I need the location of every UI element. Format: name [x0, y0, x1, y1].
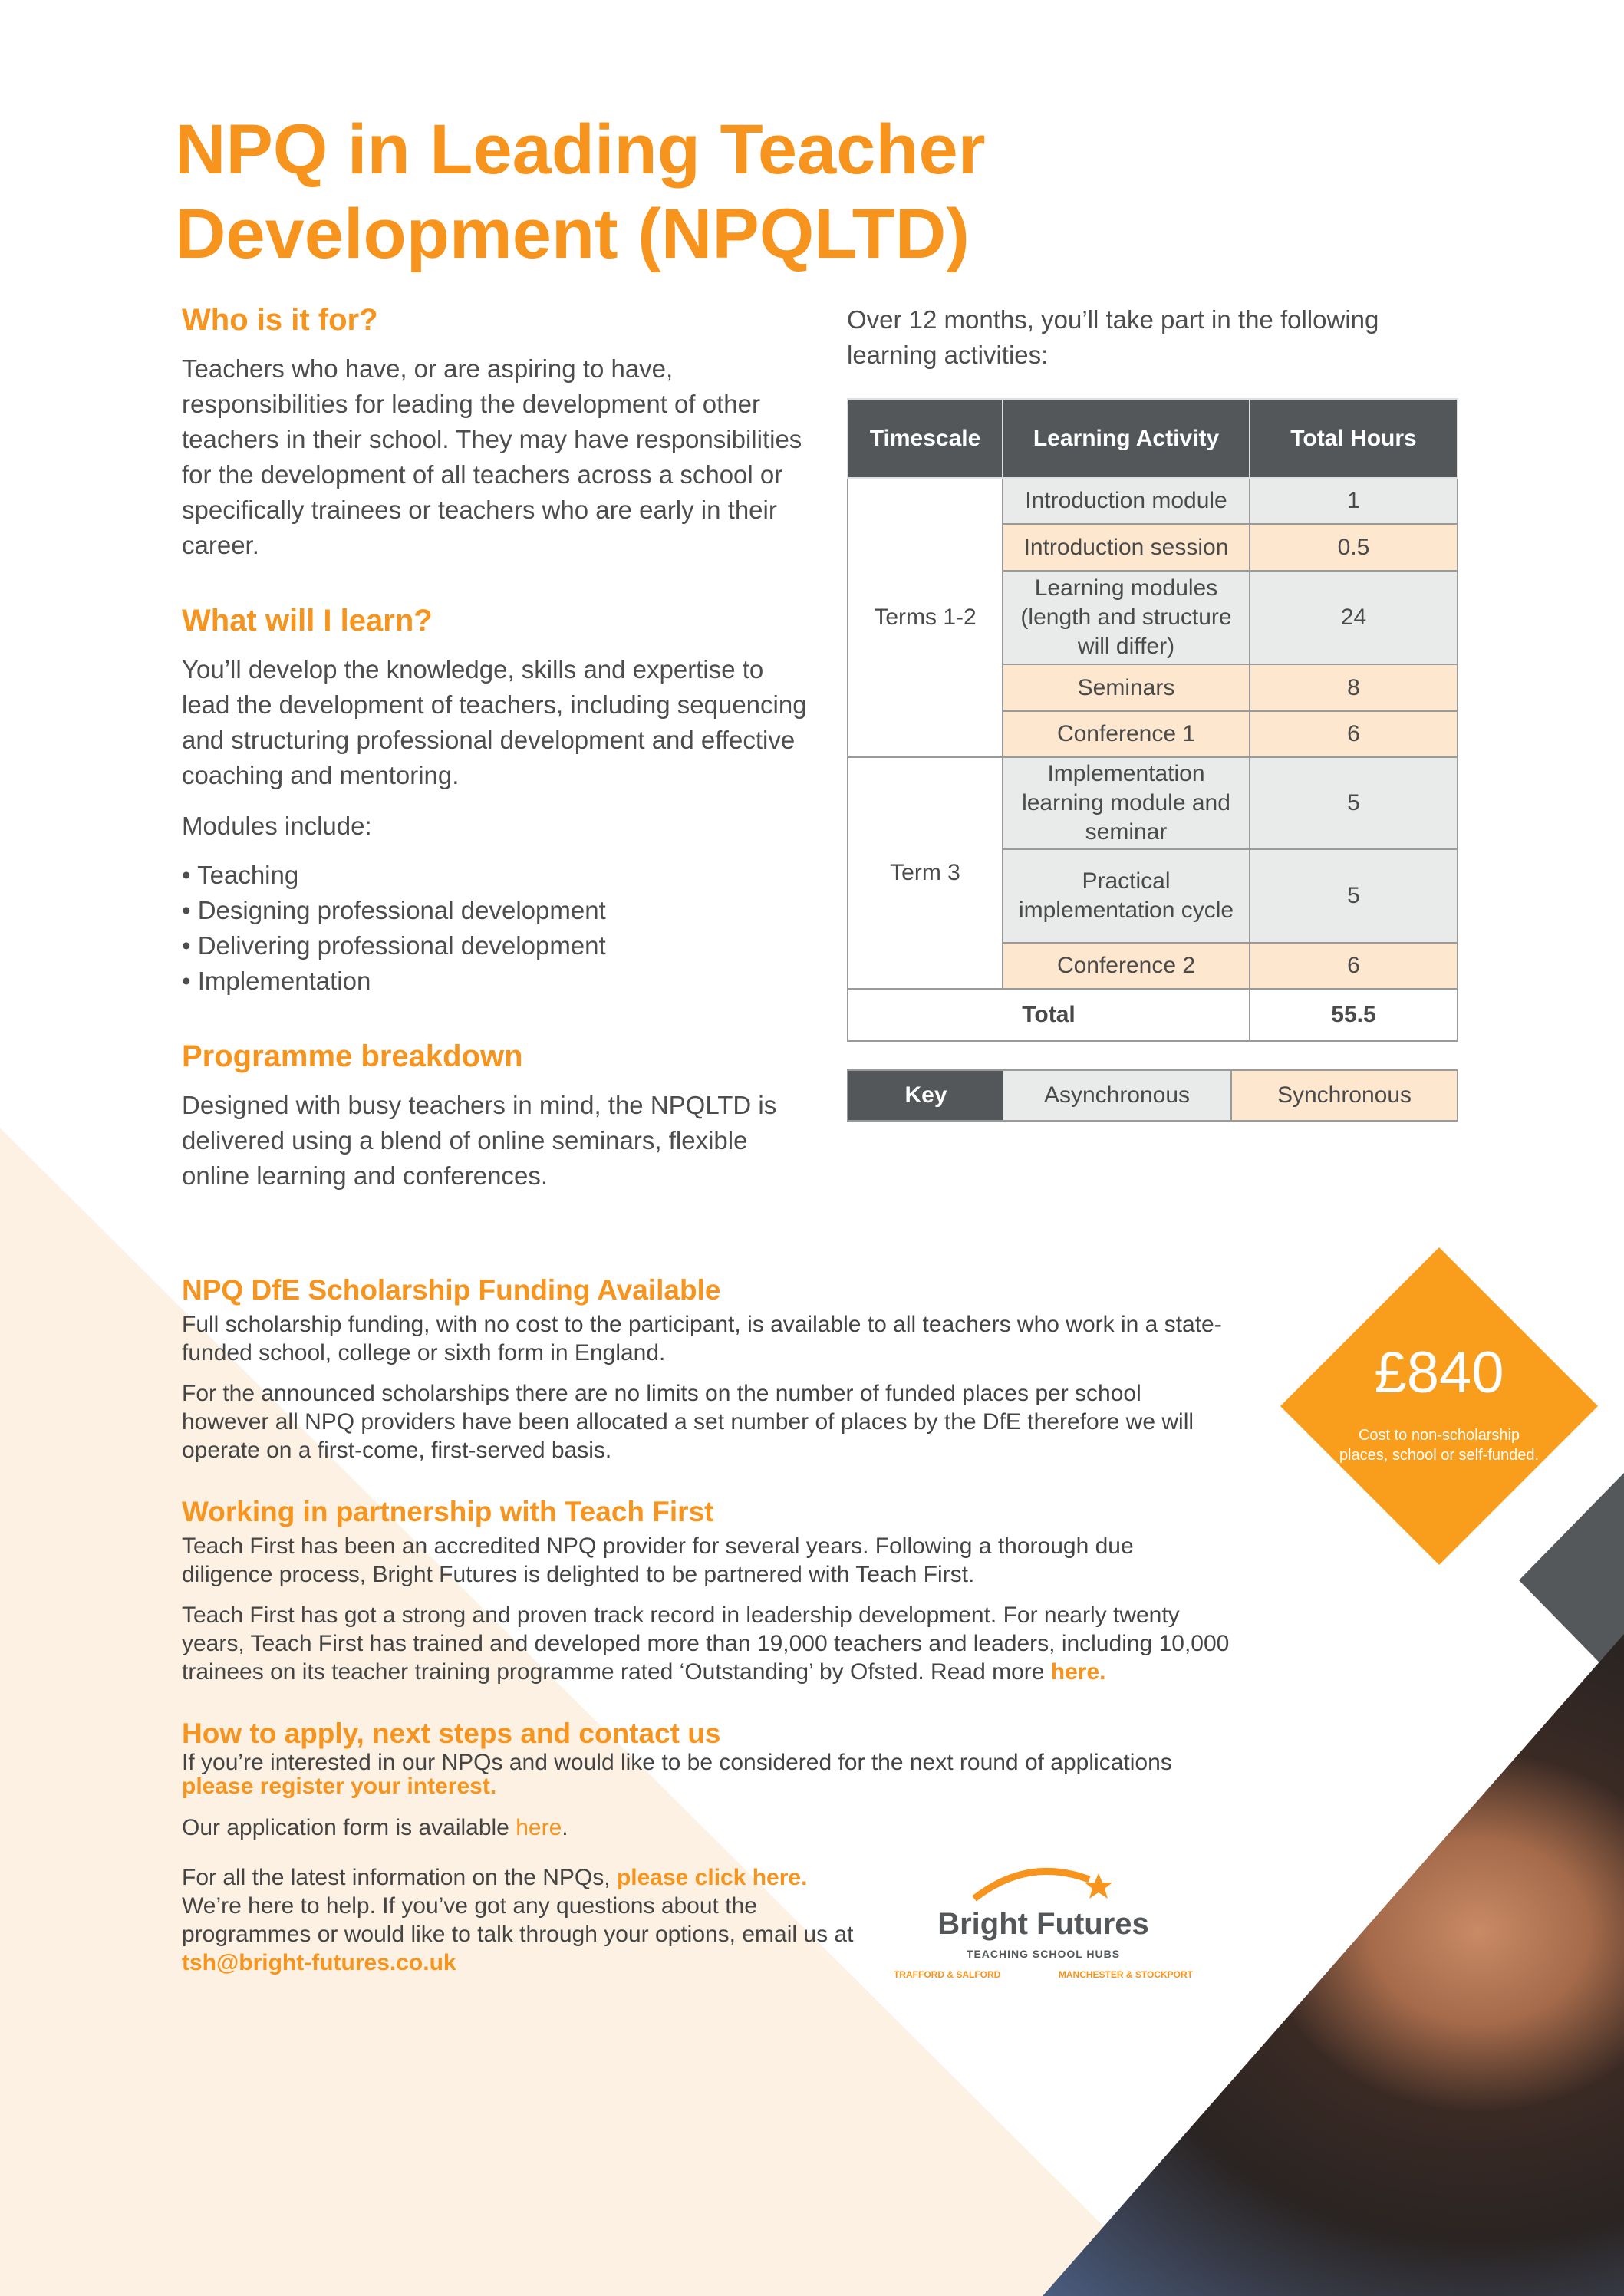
price-diamond — [1280, 1247, 1598, 1565]
who-text: Teachers who have, or are aspiring to have, responsibilities for leading the development of other teachers in their school. They may have responsibilities for the development of all teachers across a school or specifically trainees or teachers who are early in their career. — [182, 354, 802, 559]
activity-cell: Introduction module — [1003, 478, 1250, 524]
hours-cell: 5 — [1250, 849, 1458, 943]
activity-cell: Conference 2 — [1003, 943, 1250, 989]
price-amount: £840 — [1374, 1340, 1504, 1405]
timescale-cell: Terms 1-2 — [848, 478, 1003, 757]
funding-p2: For the announced scholarships there are no limits on the number of funded places per school however all NPQ providers have been allocated a set number of places by the DfE therefore we will operate on a first-come, first-served basis. — [182, 1381, 1194, 1463]
hours-cell: 8 — [1250, 664, 1458, 711]
header-timescale: Timescale — [848, 399, 1003, 478]
total-row — [848, 989, 1458, 1041]
star-arc-icon — [959, 1856, 1128, 1902]
total-value: 55.5 — [1250, 989, 1458, 1041]
partner-p2-text: Teach First has got a strong and proven track record in leadership development. For nearly twenty years, Teach First has trained and developed more than 19,000 teachers and leaders, including 10,000 trainees on its teacher training programme rated ‘Outstanding’ by Ofsted. Read more — [182, 1603, 1230, 1685]
funding-heading: NPQ DfE Scholarship Funding Available — [182, 1274, 721, 1306]
logo-regions — [894, 1969, 1193, 1980]
logo-name: Bright Futures — [937, 1907, 1149, 1941]
table-row — [848, 478, 1458, 524]
module-item: • Designing professional development — [182, 896, 606, 924]
left-column — [182, 301, 811, 1194]
breakdown-text: Designed with busy teachers in mind, the NPQLTD is delivered using a blend of online seminars, flexible online learning and conferences. — [182, 1091, 777, 1190]
application-form-link[interactable]: here — [516, 1815, 562, 1840]
hours-cell: 24 — [1250, 571, 1458, 664]
modules-intro: Modules include: — [182, 812, 372, 840]
table-row — [848, 757, 1458, 849]
apply-p2-text: Our application form is available — [182, 1815, 516, 1840]
key-sync: Synchronous — [1232, 1071, 1457, 1120]
apply-p1-text: If you’re interested in our NPQs and would like to be considered for the next round of applications — [182, 1750, 1172, 1775]
learn-heading: What will I learn? — [182, 604, 433, 637]
hours-cell: 0.5 — [1250, 524, 1458, 571]
hours-cell: 6 — [1250, 711, 1458, 757]
breakdown-heading: Programme breakdown — [182, 1039, 523, 1073]
apply-p4-text: We’re here to help. If you’ve got any questions about the programmes or would like to talk through your options, email us at — [182, 1893, 854, 1947]
partner-p1: Teach First has been an accredited NPQ provider for several years. Following a thorough due diligence process, Bright Futures is delighted to be partnered with Teach First. — [182, 1533, 1134, 1587]
click-here-link[interactable]: please click here. — [616, 1865, 808, 1890]
page-title: NPQ in Leading Teacher Development (NPQLTD) — [175, 110, 986, 273]
timescale-cell: Term 3 — [848, 757, 1003, 989]
module-item: • Implementation — [182, 967, 371, 995]
bright-futures-logo — [894, 1856, 1193, 1980]
header-hours: Total Hours — [1250, 399, 1458, 478]
key-legend — [847, 1069, 1458, 1122]
apply-p3 — [182, 1863, 872, 1977]
activity-cell: Practical implementation cycle — [1003, 849, 1250, 943]
read-more-link[interactable]: here. — [1050, 1659, 1106, 1685]
key-async: Asynchronous — [1003, 1071, 1232, 1120]
activity-cell: Implementation learning module and seminar — [1003, 757, 1250, 849]
header-activity: Learning Activity — [1003, 399, 1250, 478]
hours-cell: 1 — [1250, 478, 1458, 524]
hours-cell: 6 — [1250, 943, 1458, 989]
email-link[interactable]: tsh@bright-futures.co.uk — [182, 1950, 456, 1975]
partner-heading: Working in partnership with Teach First — [182, 1496, 714, 1527]
table-intro: Over 12 months, you’ll take part in the following learning activities: — [847, 305, 1379, 369]
module-item: • Delivering professional development — [182, 931, 606, 960]
logo-region-right: MANCHESTER & STOCKPORT — [1058, 1969, 1193, 1980]
module-item: • Teaching — [182, 861, 299, 889]
price-caption: Cost to non-scholarship places, school or self-funded. — [1339, 1427, 1540, 1464]
activity-cell: Seminars — [1003, 664, 1250, 711]
funding-p1: Full scholarship funding, with no cost to the participant, is available to all teachers who work in a state-funded school, college or sixth form in England. — [182, 1312, 1222, 1365]
modules-list — [182, 858, 811, 999]
who-heading: Who is it for? — [182, 303, 378, 337]
activities-table — [847, 398, 1458, 1042]
logo-region-left: TRAFFORD & SALFORD — [894, 1969, 1001, 1980]
apply-p1 — [182, 1751, 1248, 1798]
learn-text: You’ll develop the knowledge, skills and expertise to lead the development of teachers, including sequencing and structuring professional development and effective coaching and mentoring. — [182, 655, 807, 789]
key-label: Key — [848, 1071, 1003, 1120]
hours-cell: 5 — [1250, 757, 1458, 849]
activity-cell: Introduction session — [1003, 524, 1250, 571]
logo-sub: TEACHING SCHOOL HUBS — [966, 1948, 1121, 1960]
apply-p2: Our application form is available here. — [182, 1815, 568, 1840]
apply-heading: How to apply, next steps and contact us — [182, 1718, 721, 1749]
partner-p2 — [182, 1601, 1248, 1686]
apply-p3-text: For all the latest information on the NPQs, — [182, 1865, 617, 1890]
activity-cell: Conference 1 — [1003, 711, 1250, 757]
register-interest-link[interactable]: please register your interest. — [182, 1774, 497, 1799]
total-label: Total — [848, 989, 1250, 1041]
activity-cell: Learning modules (length and structure will differ) — [1003, 571, 1250, 664]
